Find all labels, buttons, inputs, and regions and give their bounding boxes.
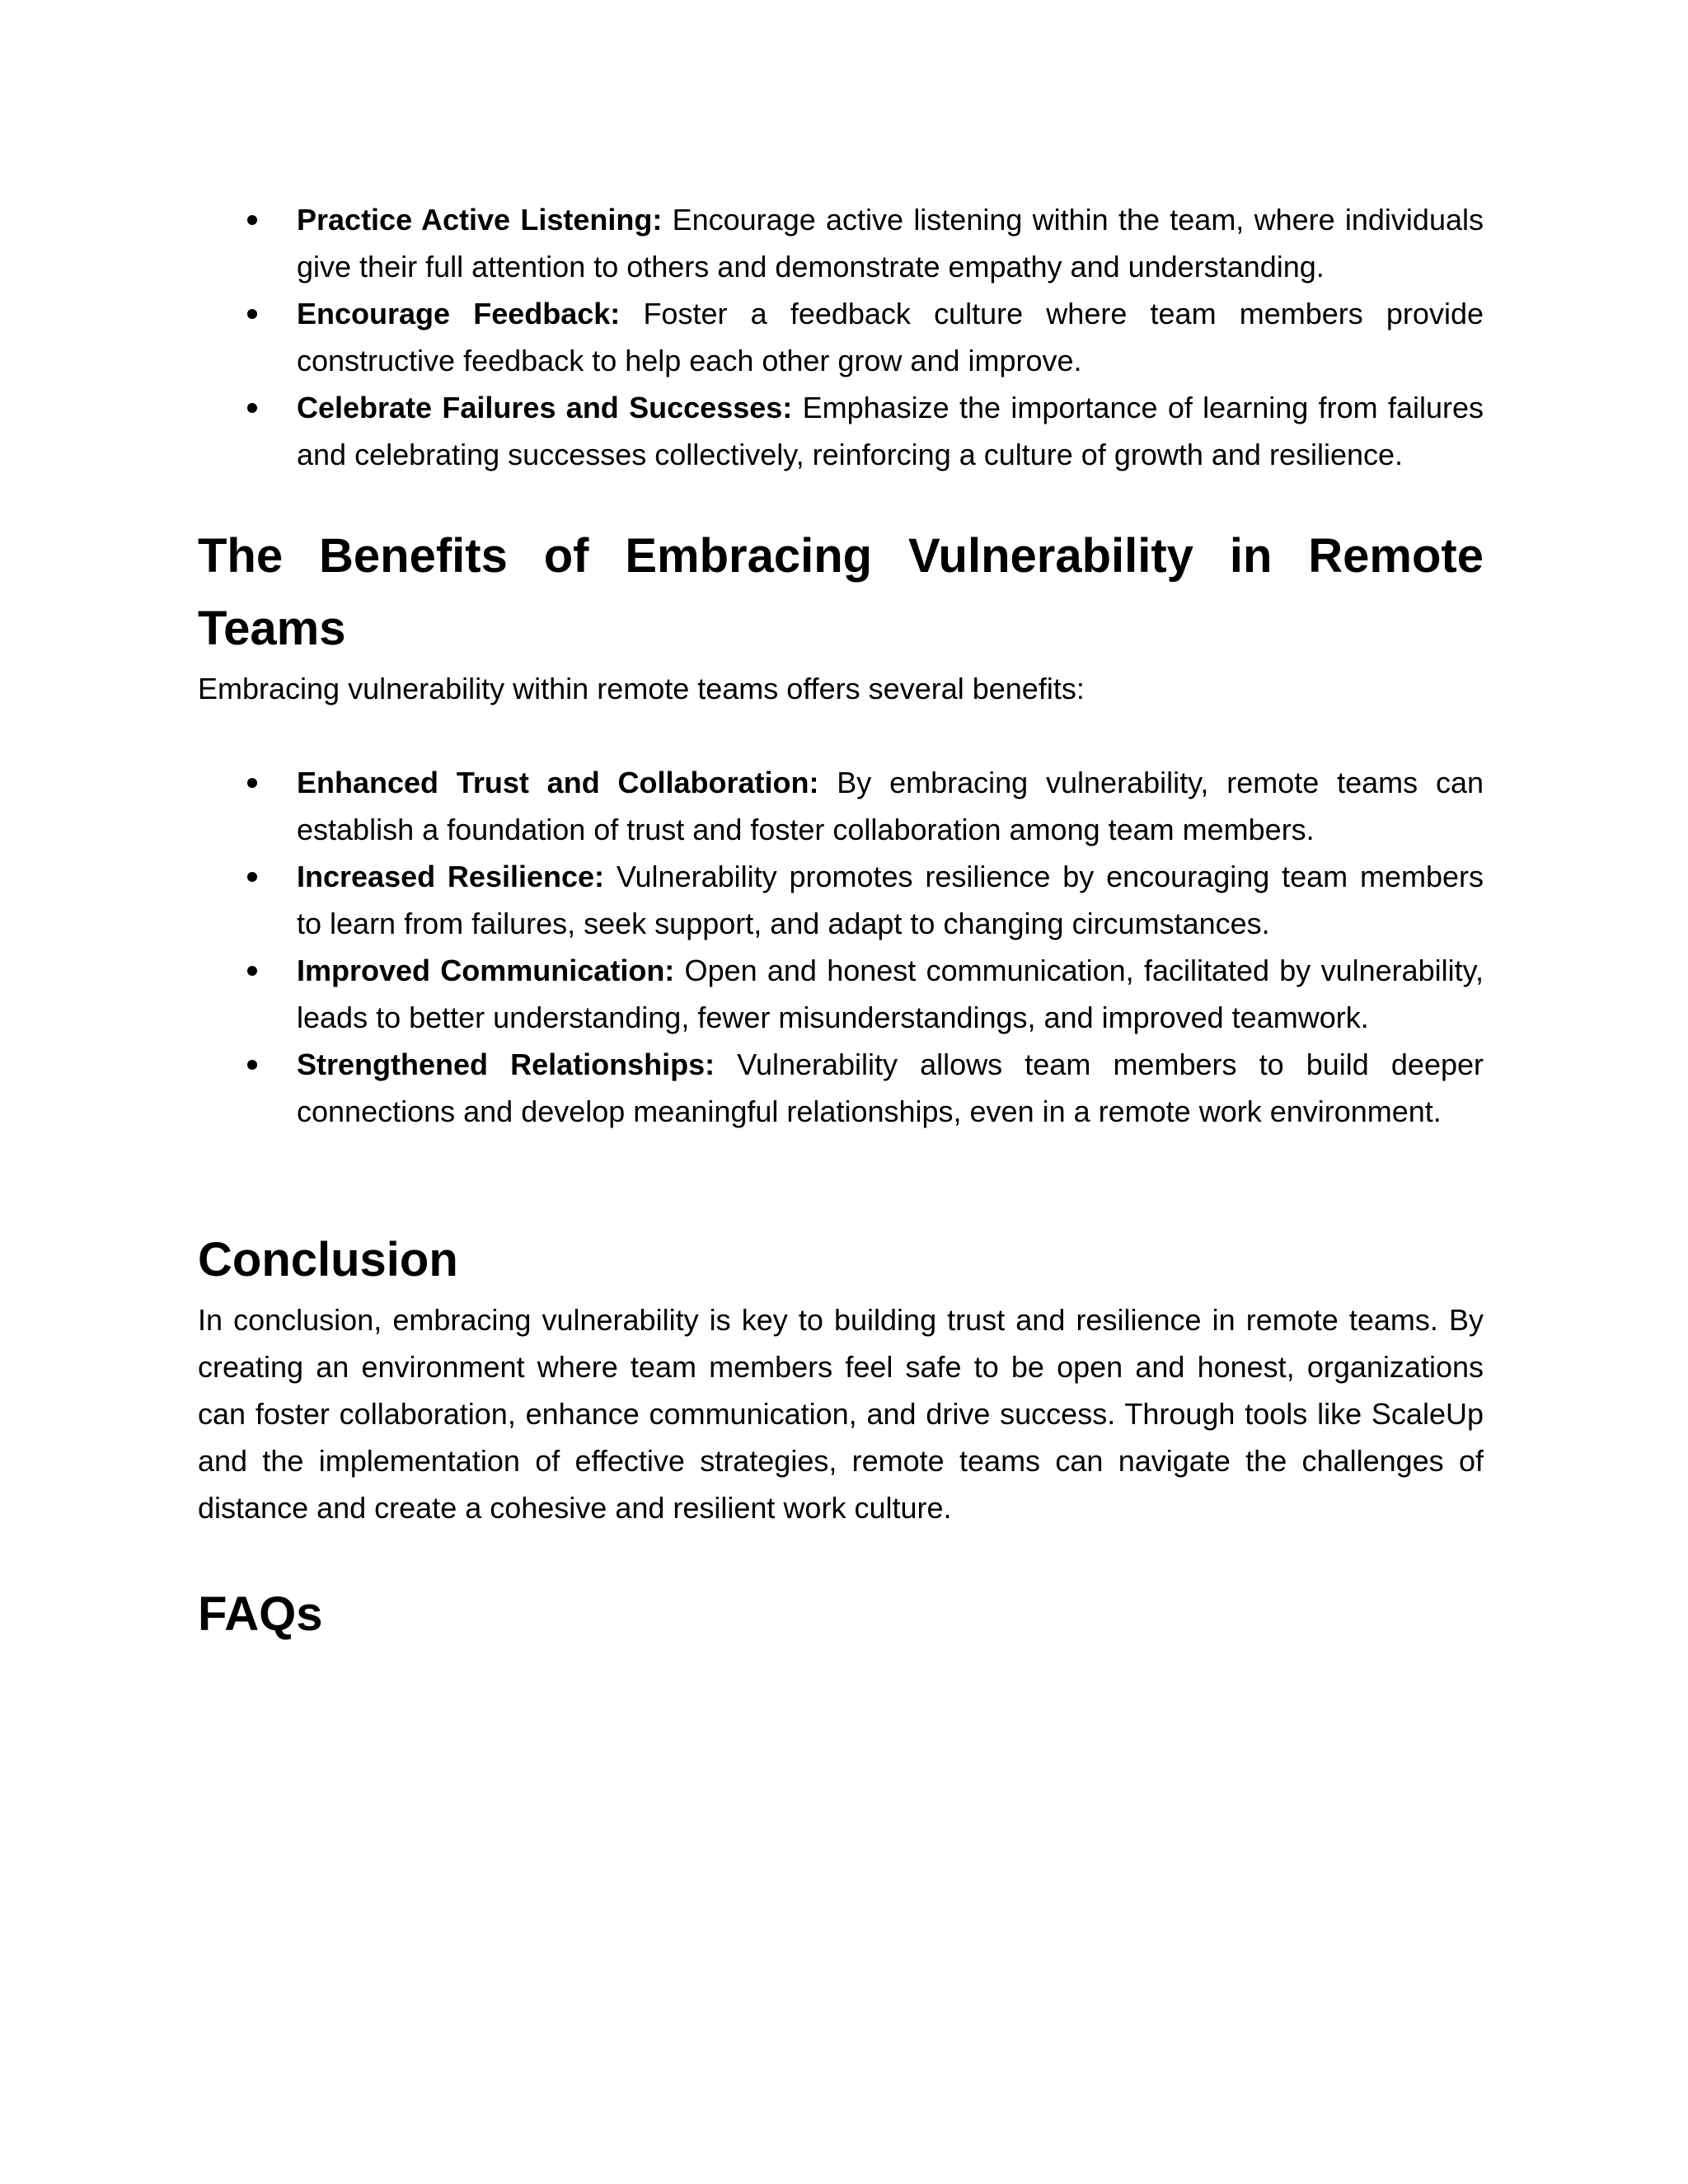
list-item-label: Enhanced Trust and Collaboration: [297,766,819,799]
document-page [198,196,1484,1651]
list-item [198,1041,1484,1135]
list-item-text: Encourage active listening within the team, where individuals give their full attention to others and demonstrate empathy and understanding. [297,203,1484,284]
bullet-icon [247,403,257,413]
list-item [198,759,1484,853]
conclusion-heading: Conclusion [198,1233,458,1286]
list-item [198,853,1484,947]
list-item [198,196,1484,290]
list-item-label: Improved Communication: [297,954,675,987]
bullet-icon [247,215,257,225]
benefits-intro: Embracing vulnerability within remote teams offers several benefits: [198,672,1085,705]
list-item-text: Open and honest communication, facilitated by vulnerability, leads to better understanding, fewer misunderstandings, and improved teamwork. [297,954,1484,1034]
list-item-label: Celebrate Failures and Successes: [297,391,793,424]
conclusion-body: In conclusion, embracing vulnerability is key to building trust and resilience in remote teams. By creating an environment where team members feel safe to be open and honest, organizations can foster collaboration, enhance communication, and drive success. Through tools like ScaleUp and the implementation of effective strategies, remote teams can navigate the challenges of distance and create a cohesive and resilient work culture. [198,1303,1484,1525]
benefits-list [198,759,1484,1135]
benefits-heading: The Benefits of Embracing Vulnerability in Remote Teams [198,529,1484,655]
bullet-icon [247,1060,257,1070]
faqs-heading: FAQs [198,1587,323,1641]
list-item-label: Increased Resilience: [297,860,605,893]
strategies-list [198,196,1484,478]
list-item-text: Vulnerability promotes resilience by encouraging team members to learn from failures, seek support, and adapt to changing circumstances. [297,860,1484,940]
list-item-label: Encourage Feedback: [297,297,621,330]
list-item-text: Foster a feedback culture where team members provide constructive feedback to help each other grow and improve. [297,297,1484,377]
bullet-icon [247,309,257,319]
list-item [198,290,1484,384]
list-item [198,947,1484,1041]
bullet-icon [247,966,257,976]
list-item-text: Vulnerability allows team members to build deeper connections and develop meaningful relationships, even in a remote work environment. [297,1047,1484,1128]
bullet-icon [247,778,257,788]
list-item-text: Emphasize the importance of learning from failures and celebrating successes collectively, reinforcing a culture of growth and resilience. [297,391,1484,471]
list-item-label: Strengthened Relationships: [297,1047,715,1081]
list-item-label: Practice Active Listening: [297,203,663,237]
list-item-text: By embracing vulnerability, remote teams can establish a foundation of trust and foster collaboration among team members. [297,766,1484,846]
list-item [198,384,1484,478]
bullet-icon [247,872,257,882]
